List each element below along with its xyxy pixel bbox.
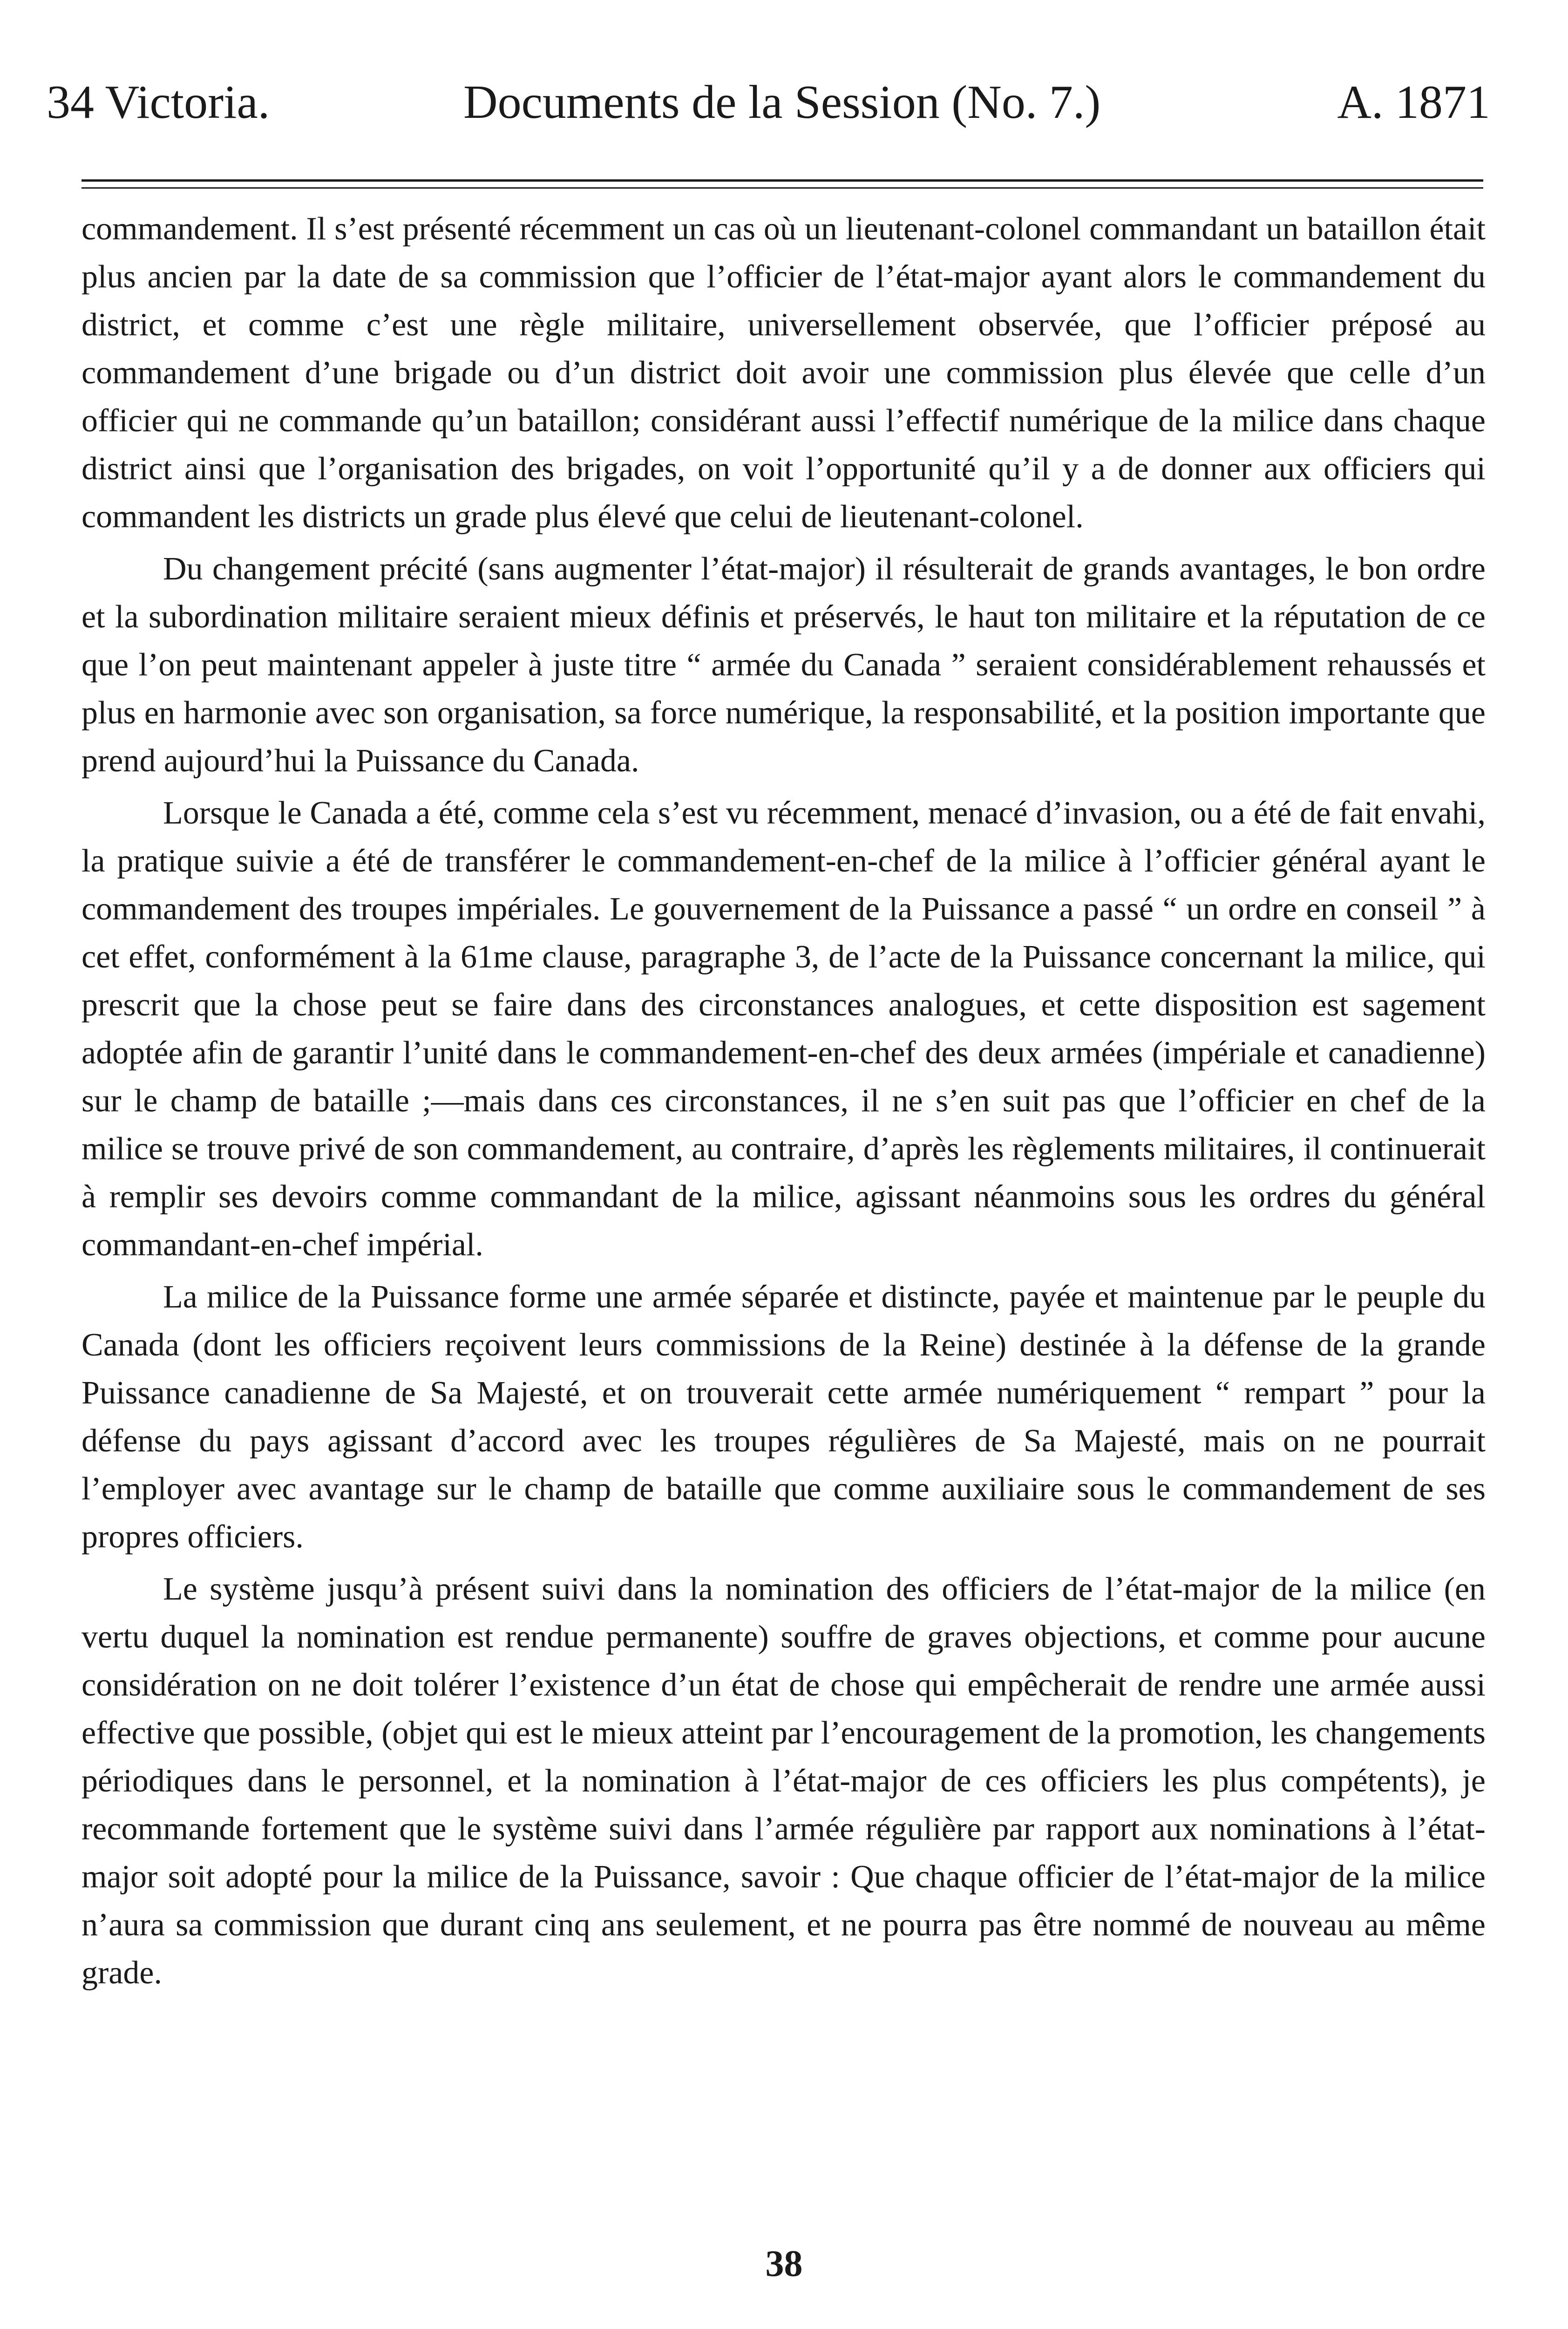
paragraph: commandement. Il s’est présenté récemment un cas où un lieutenant-colonel commandant un bataillon était plus ancien par la date de sa commission que l’officier de l’état-major ayant alors le commandement du district, et comme c’est une règle militaire, universellement observée, que l’officier préposé au commandement d’une brigade ou d’un district doit avoir une commission plus élevée que celle d’un officier qui ne commande qu’un bataillon; considérant aussi l’effectif numérique de la milice dans chaque district ainsi que l’organisation des brigades, on voit l’opportunité qu’il y a de donner aux officiers qui commandent les districts un grade plus élevé que celui de lieutenant-colonel. [81, 211, 1486, 535]
header-right: A. 1871 [1337, 76, 1490, 129]
paragraph: Du changement précité (sans augmenter l’état-major) il résulterait de grands avantages, le bon ordre et la subordination militaire seraient mieux définis et préservés, le haut ton militaire et la réputation de ce que l’on peut maintenant appeler à juste titre “ armée du Canada ” seraient considérablement rehaussés et plus en harmonie avec son organisation, sa force numérique, la responsabilité, et la position importante que prend aujourd’hui la Puissance du Canada. [81, 551, 1486, 779]
header-rule-thin [81, 187, 1483, 189]
header-center: Documents de la Session (No. 7.) [463, 76, 1101, 129]
body-text [81, 205, 1486, 1997]
running-header [47, 70, 1490, 135]
page-number: 38 [765, 2243, 803, 2284]
paragraph: La milice de la Puissance forme une armée séparée et distincte, payée et maintenue par le peuple du Canada (dont les officiers reçoivent leurs commissions de la Reine) destinée à la défense de la grande Puissance canadienne de Sa Majesté, et on trouverait cette armée numériquement “ rempart ” pour la défense du pays agissant d’accord avec les troupes régulières de Sa Majesté, mais on ne pourrait l’employer avec avantage sur le champ de bataille que comme auxiliaire sous le commandement de ses propres officiers. [81, 1279, 1486, 1555]
paragraph: Le système jusqu’à présent suivi dans la nomination des officiers de l’état-major de la milice (en vertu duquel la nomination est rendue permanente) souffre de graves objections, et comme pour aucune considération on ne doit tolérer l’existence d’un état de chose qui empêcherait de rendre une armée aussi effective que possible, (objet qui est le mieux atteint par l’encouragement de la promotion, les changements périodiques dans le personnel, et la nomination à l’état-major de ces officiers les plus compétents), je recommande fortement que le système suivi dans l’armée régulière par rapport aux nominations à l’état-major soit adopté pour la milice de la Puissance, savoir : Que chaque officier de l’état-major de la milice n’aura sa commission que durant cinq ans seulement, et ne pourra pas être nommé de nouveau au même grade. [81, 1571, 1486, 1991]
header-left: 34 Victoria. [47, 76, 270, 129]
header-rule-thick [81, 179, 1483, 182]
paragraph: Lorsque le Canada a été, comme cela s’est vu récemment, menacé d’invasion, ou a été de fait envahi, la pratique suivie a été de transférer le commandement-en-chef de la milice à l’officier général ayant le commandement des troupes impériales. Le gouvernement de la Puissance a passé “ un ordre en conseil ” à cet effet, conformément à la 61me clause, paragraphe 3, de l’acte de la Puissance concernant la milice, qui prescrit que la chose peut se faire dans des circonstances analogues, et cette disposition est sagement adoptée afin de garantir l’unité dans le commandement-en-chef des deux armées (impériale et canadienne) sur le champ de bataille ;—mais dans ces circonstances, il ne s’en suit pas que l’officier en chef de la milice se trouve privé de son commandement, au contraire, d’après les règlements militaires, il continuerait à remplir ses devoirs comme commandant de la milice, agissant néanmoins sous les ordres du général commandant-en-chef impérial. [81, 795, 1486, 1263]
